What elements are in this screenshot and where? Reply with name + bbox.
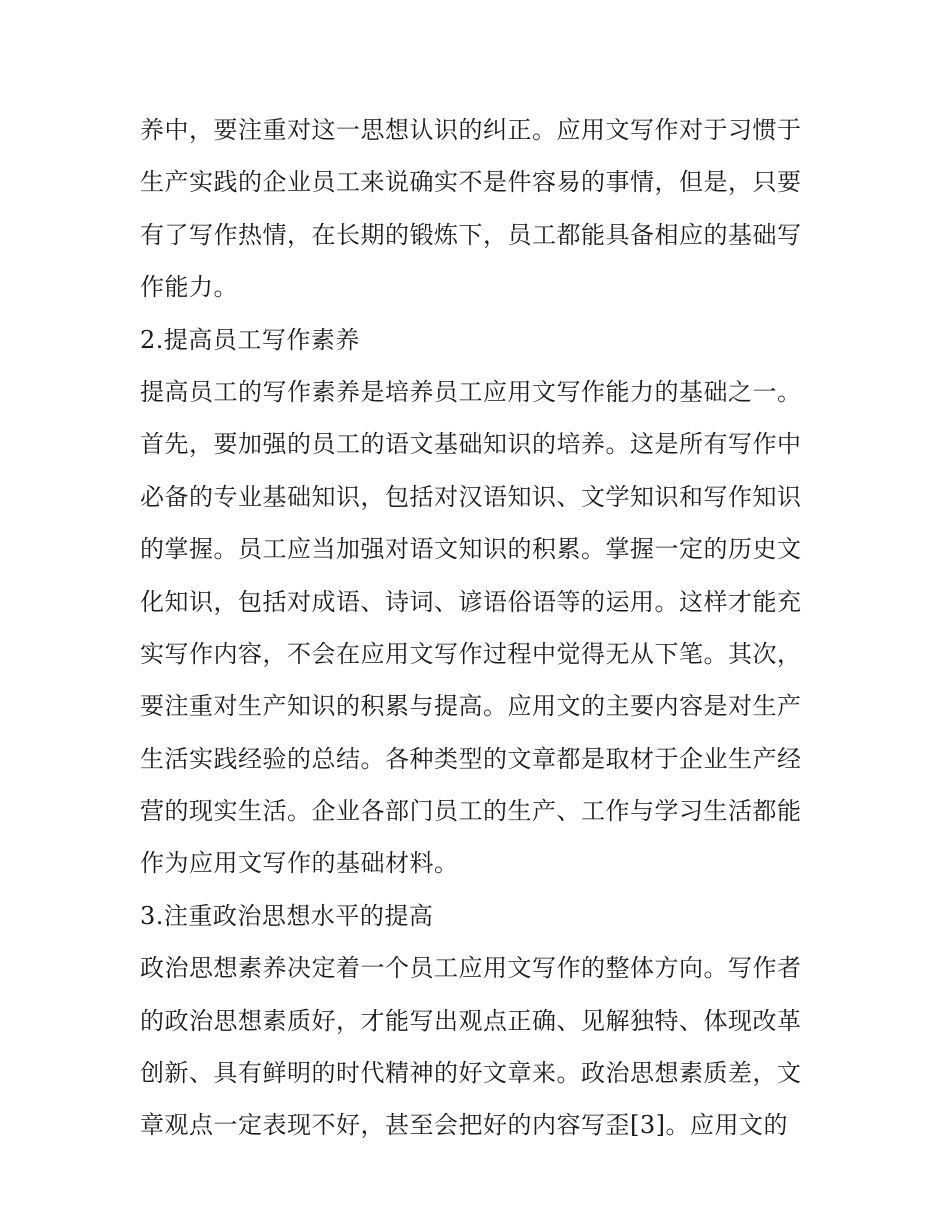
paragraph-line: 必备的专业基础知识，包括对汉语知识、文学知识和写作知识: [140, 482, 802, 511]
paragraph-line: 章观点一定表现不好，甚至会把好的内容写歪[3]。应用文的: [140, 1111, 788, 1140]
section-heading: 2.提高员工写作素养: [140, 325, 360, 354]
paragraph-line: 生活实践经验的总结。各种类型的文章都是取材于企业生产经: [140, 744, 802, 773]
section-heading: 3.注重政治思想水平的提高: [140, 901, 434, 930]
paragraph-line: 生产实践的企业员工来说确实不是件容易的事情，但是，只要: [140, 168, 802, 197]
paragraph-line: 政治思想素养决定着一个员工应用文写作的整体方向。写作者: [140, 954, 802, 983]
paragraph-line: 养中，要注重对这一思想认识的纠正。应用文写作对于习惯于: [140, 116, 802, 144]
paragraph-line: 首先，要加强的员工的语文基础知识的培养。这是所有写作中: [140, 430, 802, 459]
paragraph-line: 的政治思想素质好，才能写出观点正确、见解独特、体现改革: [140, 1006, 802, 1035]
paragraph-line: 营的现实生活。企业各部门员工的生产、工作与学习生活都能: [140, 797, 802, 826]
paragraph-line: 提高员工的写作素养是培养员工应用文写作能力的基础之一。: [140, 377, 802, 406]
paragraph-line: 实写作内容，不会在应用文写作过程中觉得无从下笔。其次，: [140, 639, 802, 668]
paragraph-line: 创新、具有鲜明的时代精神的好文章来。政治思想素质差，文: [140, 1059, 802, 1088]
paragraph-line: 的掌握。员工应当加强对语文知识的积累。掌握一定的历史文: [140, 535, 802, 564]
paragraph-line: 作为应用文写作的基础材料。: [140, 849, 459, 878]
paragraph-line: 作能力。: [140, 273, 238, 302]
paragraph-line: 化知识，包括对成语、诗词、谚语俗语等的运用。这样才能充: [140, 587, 802, 616]
paragraph-line: 要注重对生产知识的积累与提高。应用文的主要内容是对生产: [140, 692, 802, 721]
paragraph-line: 有了写作热情，在长期的锻炼下，员工都能具备相应的基础写: [140, 220, 802, 249]
document-page: [140, 104, 830, 1152]
